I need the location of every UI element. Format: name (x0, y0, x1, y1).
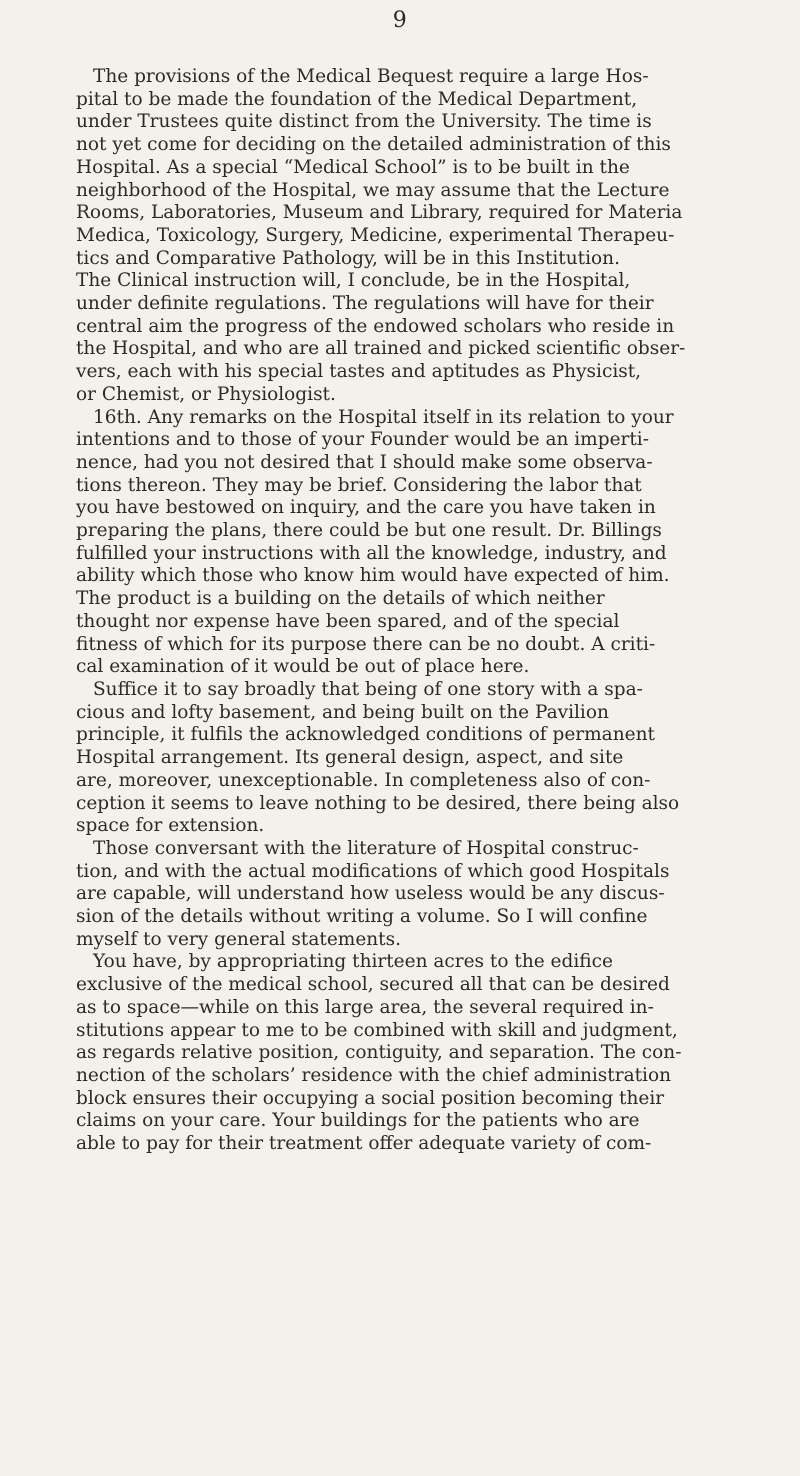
text-line: Suffice it to say broadly that being of one story with a spa- (93, 678, 643, 700)
text-line: tions thereon. They may be brief. Considering the labor that (76, 474, 642, 496)
text-line: as to space—while on this large area, the several required in- (76, 996, 654, 1018)
text-line: preparing the plans, there could be but one result. Dr. Billings (76, 520, 662, 542)
text-line: under Trustees quite distinct from the University. The time is (76, 111, 652, 133)
text-line: principle, it fulfils the acknowledged conditions of permanent (76, 724, 655, 746)
text-line: vers, each with his special tastes and aptitudes as Physicist, (76, 361, 642, 383)
text-line: the Hospital, and who are all trained and picked scientific obser- (76, 338, 686, 360)
text-line: fitness of which for its purpose there can be no doubt. A criti- (76, 633, 656, 655)
text-line: Rooms, Laboratories, Museum and Library, required for Materia (76, 202, 683, 224)
text-line: Hospital arrangement. Its general design, aspect, and site (76, 747, 624, 769)
text-line: The provisions of the Medical Bequest require a large Hos- (93, 66, 649, 87)
text-line: intentions and to those of your Founder would be an imperti- (76, 429, 649, 451)
text-line: able to pay for their treatment offer adequate variety of com- (76, 1133, 652, 1155)
text-line: cal examination of it would be out of place here. (76, 656, 530, 678)
text-line: tion, and with the actual modifications of which good Hospitals (76, 860, 670, 882)
text-line: you have bestowed on inquiry, and the care you have taken in (76, 497, 656, 519)
text-line: as regards relative position, contiguity, and separation. The con- (76, 1042, 682, 1064)
text-line: neighborhood of the Hospital, we may assume that the Lecture (76, 179, 670, 201)
text-line: fulfilled your instructions with all the knowledge, industry, and (76, 542, 667, 564)
text-line: central aim the progress of the endowed scholars who reside in (76, 315, 675, 337)
text-line: Those conversant with the literature of Hospital construc- (93, 837, 639, 859)
text-line: are capable, will understand how useless would be any discus- (76, 883, 665, 905)
text-line: are, moreover, unexceptionable. In completeness also of con- (76, 769, 651, 791)
text-line: Medica, Toxicology, Surgery, Medicine, experimental Therapeu- (76, 224, 675, 246)
text-line: thought nor expense have been spared, and of the special (76, 610, 620, 632)
text-line: under definite regulations. The regulations will have for their (76, 293, 654, 315)
text-line: Hospital. As a special “Medical School” is to be built in the (76, 156, 630, 178)
text-line: or Chemist, or Physiologist. (76, 383, 336, 405)
text-line: The Clinical instruction will, I conclude, be in the Hospital, (76, 270, 631, 292)
text-line: ability which those who know him would have expected of him. (76, 565, 670, 587)
page-number: 9 (392, 8, 408, 33)
text-line: not yet come for deciding on the detailed administration of this (76, 134, 671, 156)
text-line: sion of the details without writing a volume. So I will confine (76, 906, 648, 928)
text-line: space for extension. (76, 815, 265, 837)
body-text (76, 66, 716, 1156)
text-line: ception it seems to leave nothing to be desired, there being also (76, 792, 680, 814)
text-line: block ensures their occupying a social position becoming their (76, 1087, 665, 1109)
text-line: nection of the scholars’ residence with the chief administration (76, 1064, 671, 1086)
text-line: cious and lofty basement, and being built on the Pavilion (76, 701, 609, 723)
text-line: 16th. Any remarks on the Hospital itself in its relation to your (93, 406, 674, 428)
text-line: claims on your care. Your buildings for the patients who are (76, 1110, 640, 1132)
text-line: myself to very general statements. (76, 928, 401, 950)
text-line: You have, by appropriating thirteen acres to the edifice (93, 951, 613, 973)
text-line: exclusive of the medical school, secured all that can be desired (76, 974, 670, 996)
text-line: pital to be made the foundation of the Medical Department, (76, 88, 638, 110)
text-line: tics and Comparative Pathology, will be in this Institution. (76, 247, 620, 269)
text-line: stitutions appear to me to be combined with skill and judgment, (76, 1019, 678, 1041)
text-line: nence, had you not desired that I should make some observa- (76, 451, 653, 473)
text-line: The product is a building on the details of which neither (76, 588, 605, 610)
